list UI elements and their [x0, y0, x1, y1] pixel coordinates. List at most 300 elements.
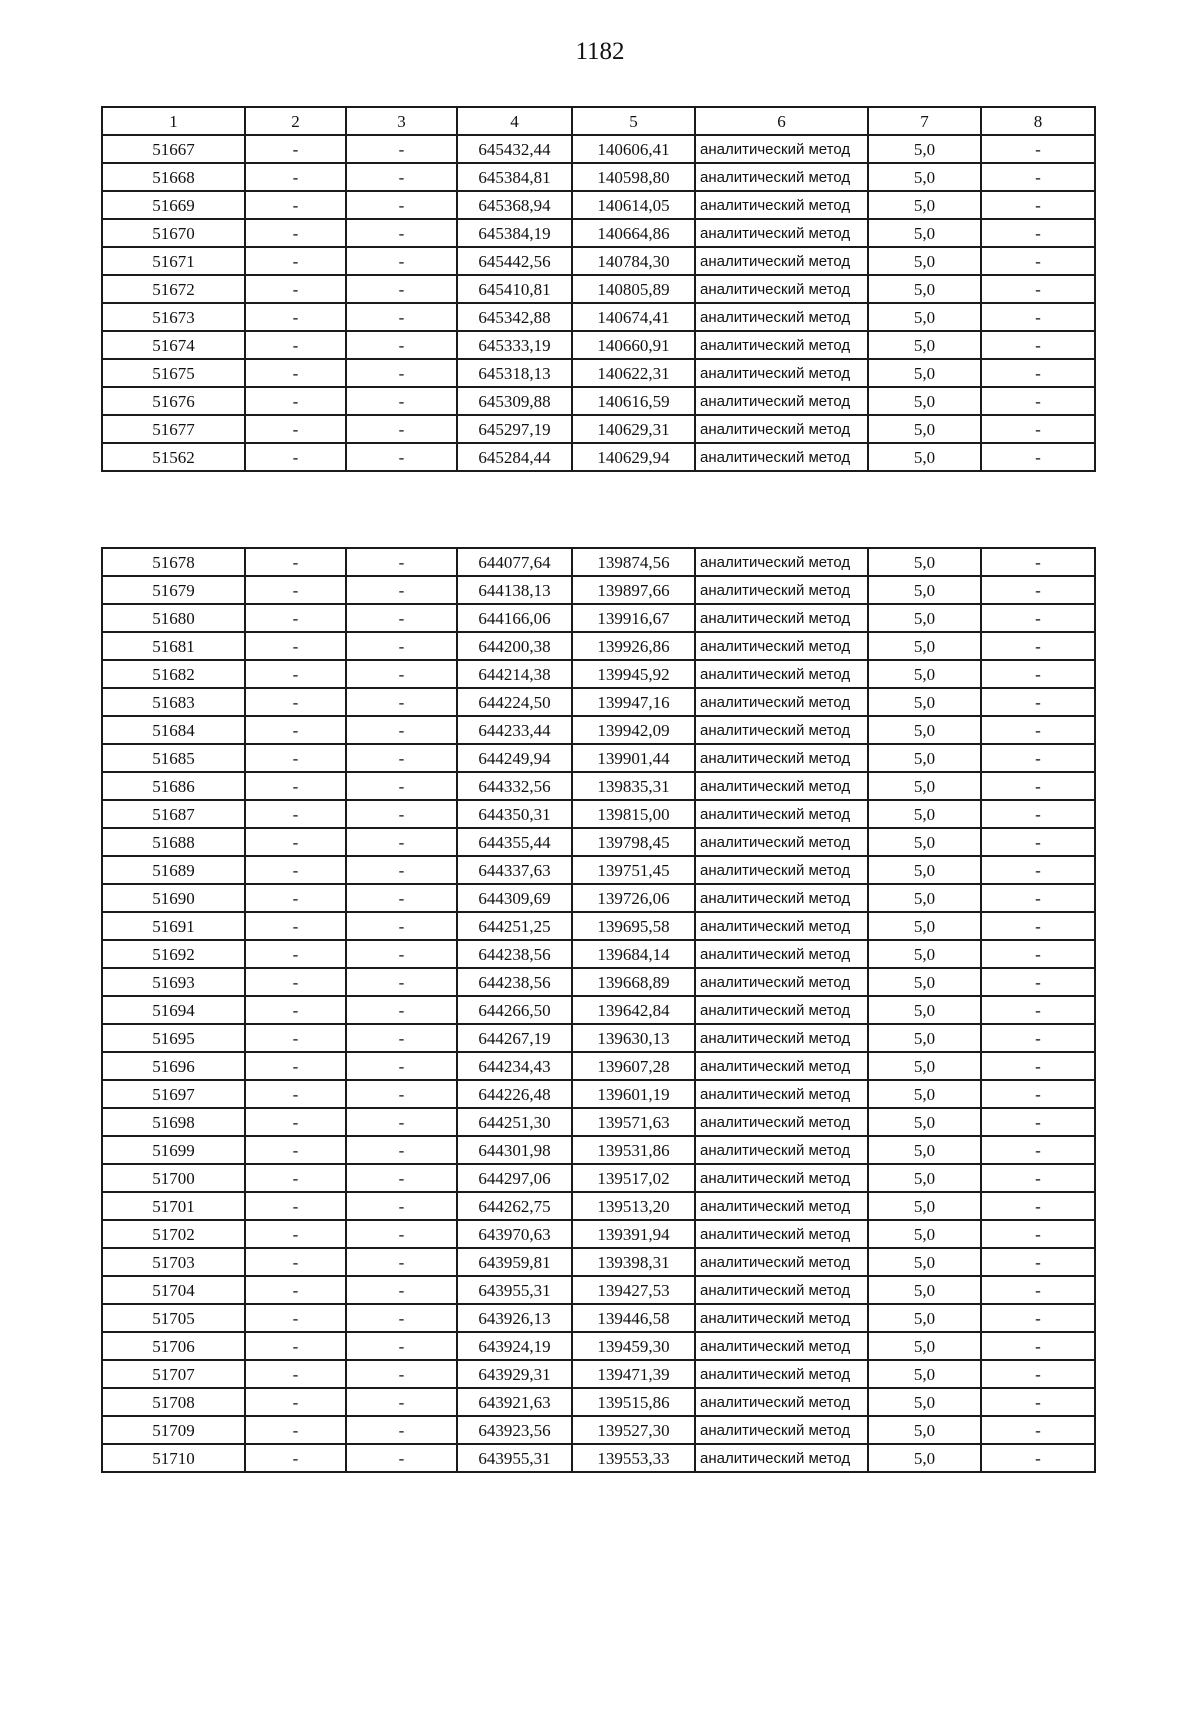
table-cell: - [245, 1304, 346, 1332]
table-cell: 644238,56 [457, 968, 572, 996]
table-cell: 51689 [102, 856, 245, 884]
table-cell: - [981, 716, 1095, 744]
table-cell: 51671 [102, 247, 245, 275]
table-cell: 644077,64 [457, 548, 572, 576]
table-row [102, 135, 1095, 163]
table-cell: 643959,81 [457, 1248, 572, 1276]
table-cell: 5,0 [868, 744, 981, 772]
table-cell: - [245, 1332, 346, 1360]
table-cell: аналитический метод [695, 415, 868, 443]
table-cell: - [346, 800, 457, 828]
table-row [102, 1360, 1095, 1388]
table-cell: - [245, 1080, 346, 1108]
table-cell: 5,0 [868, 1304, 981, 1332]
table-cell: 51682 [102, 660, 245, 688]
table-row [102, 303, 1095, 331]
table-cell: 139459,30 [572, 1332, 695, 1360]
table-cell: - [981, 1360, 1095, 1388]
table-cell: 51707 [102, 1360, 245, 1388]
table-cell: - [346, 163, 457, 191]
table-cell: 5,0 [868, 135, 981, 163]
table-cell: 645284,44 [457, 443, 572, 471]
table-cell: - [981, 632, 1095, 660]
table-cell: 5,0 [868, 828, 981, 856]
table-cell: - [245, 247, 346, 275]
table-cell: 51688 [102, 828, 245, 856]
table-cell: - [245, 443, 346, 471]
table-cell: - [346, 940, 457, 968]
table-cell: 5,0 [868, 576, 981, 604]
table-cell: 140629,94 [572, 443, 695, 471]
table-row [102, 1164, 1095, 1192]
table-row [102, 1276, 1095, 1304]
table-cell: аналитический метод [695, 828, 868, 856]
table-row [102, 443, 1095, 471]
table-cell: 51694 [102, 996, 245, 1024]
table-cell: - [346, 1304, 457, 1332]
table-cell: 5,0 [868, 331, 981, 359]
table-cell: аналитический метод [695, 940, 868, 968]
table-cell: 5,0 [868, 303, 981, 331]
table-cell: 5,0 [868, 772, 981, 800]
table-cell: - [981, 940, 1095, 968]
table-cell: 644355,44 [457, 828, 572, 856]
table-cell: - [346, 828, 457, 856]
table-cell: - [981, 1136, 1095, 1164]
table-cell: 51672 [102, 275, 245, 303]
table-row [102, 247, 1095, 275]
table-cell: 140606,41 [572, 135, 695, 163]
table-cell: 5,0 [868, 387, 981, 415]
table-cell: аналитический метод [695, 744, 868, 772]
table-row [102, 828, 1095, 856]
table-row [102, 660, 1095, 688]
table-row [102, 884, 1095, 912]
table-cell: аналитический метод [695, 387, 868, 415]
table-row [102, 716, 1095, 744]
table-cell: - [346, 1416, 457, 1444]
table-row [102, 387, 1095, 415]
table-cell: 139531,86 [572, 1136, 695, 1164]
table-row [102, 163, 1095, 191]
table-cell: 5,0 [868, 1388, 981, 1416]
table-row [102, 1248, 1095, 1276]
table-cell: - [245, 415, 346, 443]
table-cell: аналитический метод [695, 1248, 868, 1276]
table-cell: - [981, 415, 1095, 443]
table-cell: - [245, 1192, 346, 1220]
table-cell: 645410,81 [457, 275, 572, 303]
table-cell: аналитический метод [695, 632, 868, 660]
table-cell: - [981, 884, 1095, 912]
table-cell: 139601,19 [572, 1080, 695, 1108]
table-cell: 51681 [102, 632, 245, 660]
table-cell: аналитический метод [695, 443, 868, 471]
table-row [102, 968, 1095, 996]
table-row [102, 219, 1095, 247]
table-cell: 5,0 [868, 191, 981, 219]
column-header: 7 [868, 107, 981, 135]
table-cell: - [346, 1108, 457, 1136]
table-cell: 51700 [102, 1164, 245, 1192]
table-cell: аналитический метод [695, 1136, 868, 1164]
table-cell: 5,0 [868, 275, 981, 303]
table-cell: 5,0 [868, 604, 981, 632]
table-cell: - [981, 275, 1095, 303]
table-cell: 139751,45 [572, 856, 695, 884]
table-cell: аналитический метод [695, 1332, 868, 1360]
table-cell: - [981, 1276, 1095, 1304]
column-header: 5 [572, 107, 695, 135]
table-cell: 51698 [102, 1108, 245, 1136]
table-cell: 644200,38 [457, 632, 572, 660]
table-cell: 139553,33 [572, 1444, 695, 1472]
table-cell: аналитический метод [695, 275, 868, 303]
table-cell: - [245, 772, 346, 800]
table-cell: - [346, 1276, 457, 1304]
table-cell: - [981, 912, 1095, 940]
table-cell: - [346, 660, 457, 688]
column-header: 3 [346, 107, 457, 135]
table-cell: 51692 [102, 940, 245, 968]
table-cell: 643924,19 [457, 1332, 572, 1360]
table-cell: 51670 [102, 219, 245, 247]
table-cell: - [981, 576, 1095, 604]
table-cell: 644138,13 [457, 576, 572, 604]
table-cell: 643926,13 [457, 1304, 572, 1332]
table-cell: - [346, 688, 457, 716]
table-cell: 51669 [102, 191, 245, 219]
table-cell: 5,0 [868, 415, 981, 443]
table-cell: 645342,88 [457, 303, 572, 331]
table-cell: - [245, 632, 346, 660]
table-cell: 644249,94 [457, 744, 572, 772]
table-cell: 139527,30 [572, 1416, 695, 1444]
table-cell: 645368,94 [457, 191, 572, 219]
table-cell: - [981, 359, 1095, 387]
table-cell: - [245, 912, 346, 940]
table-cell: 645318,13 [457, 359, 572, 387]
table-cell: - [981, 548, 1095, 576]
table-cell: - [981, 443, 1095, 471]
table-cell: - [346, 1248, 457, 1276]
table-cell: аналитический метод [695, 856, 868, 884]
table-cell: 5,0 [868, 1080, 981, 1108]
table-cell: аналитический метод [695, 359, 868, 387]
table-cell: 139874,56 [572, 548, 695, 576]
table-row [102, 856, 1095, 884]
table-cell: - [346, 604, 457, 632]
table-row [102, 1220, 1095, 1248]
table-cell: 140660,91 [572, 331, 695, 359]
table-cell: 51683 [102, 688, 245, 716]
table-row [102, 1444, 1095, 1472]
table-cell: - [346, 996, 457, 1024]
table-cell: - [245, 828, 346, 856]
table-cell: - [245, 359, 346, 387]
table-row [102, 632, 1095, 660]
table-cell: 139427,53 [572, 1276, 695, 1304]
table-cell: 51687 [102, 800, 245, 828]
table-cell: 645432,44 [457, 135, 572, 163]
table-cell: 51685 [102, 744, 245, 772]
table-cell: 643955,31 [457, 1444, 572, 1472]
table-cell: 51686 [102, 772, 245, 800]
table-cell: 140664,86 [572, 219, 695, 247]
table-cell: 139668,89 [572, 968, 695, 996]
table-cell: 644297,06 [457, 1164, 572, 1192]
table-cell: 139835,31 [572, 772, 695, 800]
table-cell: 51679 [102, 576, 245, 604]
table-cell: - [346, 415, 457, 443]
table-cell: 51703 [102, 1248, 245, 1276]
table-cell: 139517,02 [572, 1164, 695, 1192]
table-cell: 51562 [102, 443, 245, 471]
table-cell: 645309,88 [457, 387, 572, 415]
table-cell: 139916,67 [572, 604, 695, 632]
table-cell: - [981, 744, 1095, 772]
table-cell: - [245, 940, 346, 968]
table-row [102, 912, 1095, 940]
table-row [102, 548, 1095, 576]
table-row [102, 1080, 1095, 1108]
table-cell: 644267,19 [457, 1024, 572, 1052]
table-row [102, 772, 1095, 800]
table-cell: 5,0 [868, 800, 981, 828]
table-cell: - [346, 912, 457, 940]
table-cell: аналитический метод [695, 1220, 868, 1248]
table-row [102, 275, 1095, 303]
table-cell: 51676 [102, 387, 245, 415]
table-cell: - [981, 135, 1095, 163]
table-cell: - [245, 1444, 346, 1472]
table-cell: - [245, 163, 346, 191]
table-cell: - [346, 359, 457, 387]
table-cell: - [981, 1108, 1095, 1136]
table-cell: - [981, 247, 1095, 275]
table-cell: аналитический метод [695, 772, 868, 800]
table-cell: - [346, 1052, 457, 1080]
table-cell: 51696 [102, 1052, 245, 1080]
table-cell: 5,0 [868, 1444, 981, 1472]
table-cell: 643970,63 [457, 1220, 572, 1248]
table-cell: 140629,31 [572, 415, 695, 443]
table-cell: аналитический метод [695, 1388, 868, 1416]
table-cell: 5,0 [868, 996, 981, 1024]
table-cell: 644251,30 [457, 1108, 572, 1136]
table-cell: - [981, 856, 1095, 884]
table-cell: - [245, 856, 346, 884]
table-cell: 139815,00 [572, 800, 695, 828]
table-cell: - [245, 548, 346, 576]
table-cell: - [981, 1444, 1095, 1472]
table-cell: - [346, 716, 457, 744]
table-cell: 5,0 [868, 163, 981, 191]
table-cell: аналитический метод [695, 331, 868, 359]
table-row [102, 1136, 1095, 1164]
table-cell: 5,0 [868, 1248, 981, 1276]
table-cell: аналитический метод [695, 1080, 868, 1108]
table-cell: 139571,63 [572, 1108, 695, 1136]
table-cell: 51678 [102, 548, 245, 576]
table-cell: 139630,13 [572, 1024, 695, 1052]
table-cell: 5,0 [868, 660, 981, 688]
table-cell: аналитический метод [695, 1108, 868, 1136]
table-cell: - [981, 828, 1095, 856]
table-cell: 139798,45 [572, 828, 695, 856]
table-cell: аналитический метод [695, 1052, 868, 1080]
table-cell: - [245, 275, 346, 303]
table-cell: - [245, 1248, 346, 1276]
table-cell: 5,0 [868, 1192, 981, 1220]
table-cell: - [346, 1220, 457, 1248]
table-cell: аналитический метод [695, 1192, 868, 1220]
table-cell: 51710 [102, 1444, 245, 1472]
table-cell: - [346, 303, 457, 331]
table-cell: - [245, 576, 346, 604]
table-cell: 51684 [102, 716, 245, 744]
table-row [102, 1108, 1095, 1136]
table-cell: 5,0 [868, 1220, 981, 1248]
table-cell: - [981, 303, 1095, 331]
table-cell: 5,0 [868, 940, 981, 968]
table-cell: 5,0 [868, 1164, 981, 1192]
table-cell: аналитический метод [695, 1416, 868, 1444]
table-cell: 51699 [102, 1136, 245, 1164]
table-cell: - [245, 1136, 346, 1164]
table-cell: 645384,81 [457, 163, 572, 191]
table-cell: 644234,43 [457, 1052, 572, 1080]
table-cell: 140622,31 [572, 359, 695, 387]
table-cell: - [981, 772, 1095, 800]
table-cell: - [245, 219, 346, 247]
table-cell: 51702 [102, 1220, 245, 1248]
table-row [102, 191, 1095, 219]
table-cell: 644238,56 [457, 940, 572, 968]
table-cell: 5,0 [868, 1052, 981, 1080]
table-cell: - [346, 1360, 457, 1388]
table-cell: 644337,63 [457, 856, 572, 884]
table-cell: - [245, 660, 346, 688]
table-cell: аналитический метод [695, 163, 868, 191]
table-row [102, 1052, 1095, 1080]
table-cell: аналитический метод [695, 219, 868, 247]
table-cell: 139942,09 [572, 716, 695, 744]
table-cell: 140784,30 [572, 247, 695, 275]
table-cell: 140674,41 [572, 303, 695, 331]
table-row [102, 996, 1095, 1024]
table-cell: 139391,94 [572, 1220, 695, 1248]
table-cell: 139897,66 [572, 576, 695, 604]
table-cell: 139607,28 [572, 1052, 695, 1080]
table-row [102, 1024, 1095, 1052]
table-cell: - [245, 1024, 346, 1052]
table-cell: 51704 [102, 1276, 245, 1304]
table-cell: 5,0 [868, 247, 981, 275]
table-cell: 51708 [102, 1388, 245, 1416]
table-cell: аналитический метод [695, 800, 868, 828]
table-cell: - [981, 688, 1095, 716]
table-cell: 645442,56 [457, 247, 572, 275]
table-cell: 51673 [102, 303, 245, 331]
table-cell: 51697 [102, 1080, 245, 1108]
table-cell: 140598,80 [572, 163, 695, 191]
table-cell: 5,0 [868, 968, 981, 996]
table-row [102, 576, 1095, 604]
table-cell: - [981, 1052, 1095, 1080]
table-cell: аналитический метод [695, 576, 868, 604]
table-cell: 51667 [102, 135, 245, 163]
table-cell: 644266,50 [457, 996, 572, 1024]
table-cell: 51706 [102, 1332, 245, 1360]
table-cell: 5,0 [868, 688, 981, 716]
column-header: 1 [102, 107, 245, 135]
table-cell: - [346, 219, 457, 247]
table-cell: аналитический метод [695, 1164, 868, 1192]
table-cell: - [346, 191, 457, 219]
table-cell: 140616,59 [572, 387, 695, 415]
table-cell: 5,0 [868, 632, 981, 660]
table-cell: 5,0 [868, 359, 981, 387]
table-cell: - [981, 1220, 1095, 1248]
table-cell: - [245, 1164, 346, 1192]
table-cell: 644309,69 [457, 884, 572, 912]
table-cell: - [346, 772, 457, 800]
table-row [102, 415, 1095, 443]
table-cell: - [981, 996, 1095, 1024]
table-cell: - [245, 1108, 346, 1136]
table-cell: 51691 [102, 912, 245, 940]
table-cell: - [346, 1444, 457, 1472]
table-cell: - [346, 1024, 457, 1052]
table-cell: аналитический метод [695, 548, 868, 576]
table-cell: - [981, 1304, 1095, 1332]
table-1-body [102, 107, 1095, 471]
table-cell: аналитический метод [695, 247, 868, 275]
table-cell: - [981, 1024, 1095, 1052]
table-cell: - [245, 1052, 346, 1080]
table-cell: - [245, 135, 346, 163]
column-header: 6 [695, 107, 868, 135]
table-cell: 51701 [102, 1192, 245, 1220]
table-row [102, 1304, 1095, 1332]
table-cell: 139398,31 [572, 1248, 695, 1276]
table-cell: 139684,14 [572, 940, 695, 968]
table-cell: - [346, 1332, 457, 1360]
table-cell: 5,0 [868, 1136, 981, 1164]
table-cell: 139901,44 [572, 744, 695, 772]
table-cell: аналитический метод [695, 716, 868, 744]
table-cell: - [245, 884, 346, 912]
table-cell: - [981, 1080, 1095, 1108]
table-row [102, 331, 1095, 359]
table-row [102, 744, 1095, 772]
table-cell: - [981, 331, 1095, 359]
table-cell: - [346, 1136, 457, 1164]
table-cell: - [981, 660, 1095, 688]
table-cell: 5,0 [868, 1024, 981, 1052]
table-cell: - [346, 275, 457, 303]
table-cell: 5,0 [868, 856, 981, 884]
table-cell: 139926,86 [572, 632, 695, 660]
table-cell: 51674 [102, 331, 245, 359]
coordinates-table-2 [101, 547, 1096, 1473]
table-cell: 51705 [102, 1304, 245, 1332]
table-cell: - [346, 1192, 457, 1220]
table-cell: 5,0 [868, 1416, 981, 1444]
table-cell: 644301,98 [457, 1136, 572, 1164]
table-cell: 5,0 [868, 1276, 981, 1304]
